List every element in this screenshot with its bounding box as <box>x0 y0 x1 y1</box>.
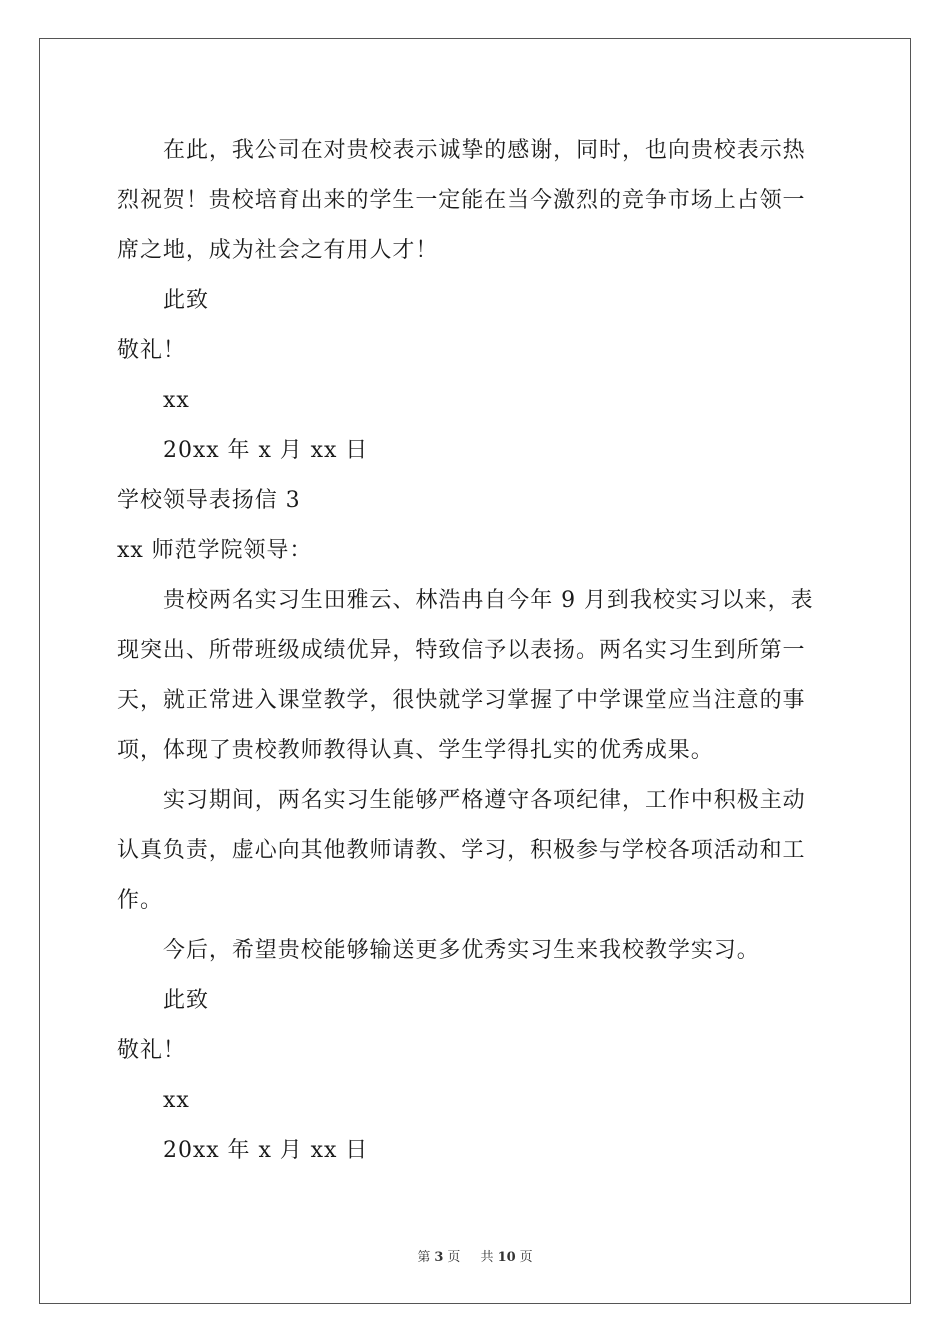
paragraph-line: 项，体现了贵校教师教得认真、学生学得扎实的优秀成果。 <box>117 738 714 763</box>
paragraph-line: 认真负责，虚心向其他教师请教、学习，积极参与学校各项活动和工 <box>117 838 806 863</box>
paragraph-line: 天，就正常进入课堂教学，很快就学习掌握了中学课堂应当注意的事 <box>117 688 806 713</box>
page-prefix: 第 <box>417 1250 431 1265</box>
salutation-line: 此致 <box>163 288 209 313</box>
date-line: 20xx 年 x 月 xx 日 <box>163 438 369 463</box>
total-indicator <box>477 1250 537 1265</box>
paragraph-line: 作。 <box>117 888 163 913</box>
paragraph-line: 在此，我公司在对贵校表示诚挚的感谢，同时，也向贵校表示热 <box>163 138 806 163</box>
salutation-line: 敬礼！ <box>117 338 186 363</box>
total-prefix: 共 <box>480 1250 494 1265</box>
page-indicator <box>413 1250 464 1265</box>
section-title: 学校领导表扬信 3 <box>117 488 301 513</box>
salutation-line: 此致 <box>163 988 209 1013</box>
total-pages: 10 <box>497 1250 516 1265</box>
page-footer <box>0 1246 950 1265</box>
paragraph-line: 席之地，成为社会之有用人才！ <box>117 238 439 263</box>
recipient-line: xx 师范学院领导： <box>117 538 313 563</box>
paragraph-line: 贵校两名实习生田雅云、林浩冉自今年 9 月到我校实习以来，表 <box>163 588 814 613</box>
signature-line: xx <box>163 388 190 413</box>
page-suffix: 页 <box>447 1250 461 1265</box>
date-line: 20xx 年 x 月 xx 日 <box>163 1138 369 1163</box>
total-suffix: 页 <box>519 1250 533 1265</box>
paragraph-line: 实习期间，两名实习生能够严格遵守各项纪律，工作中积极主动 <box>163 788 806 813</box>
page-number: 3 <box>434 1250 444 1265</box>
paragraph-line: 现突出、所带班级成绩优异，特致信予以表扬。两名实习生到所第一 <box>117 638 806 663</box>
signature-line: xx <box>163 1088 190 1113</box>
salutation-line: 敬礼！ <box>117 1038 186 1063</box>
paragraph-line: 今后，希望贵校能够输送更多优秀实习生来我校教学实习。 <box>163 938 760 963</box>
paragraph-line: 烈祝贺！贵校培育出来的学生一定能在当今激烈的竞争市场上占领一 <box>117 188 806 213</box>
document-body <box>117 126 837 1176</box>
